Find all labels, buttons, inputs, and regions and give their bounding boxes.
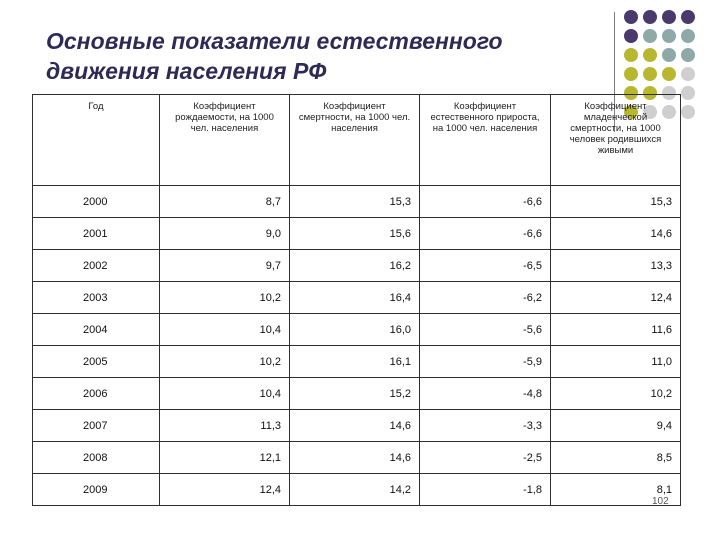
decor-dot (681, 86, 695, 100)
decor-dot (681, 67, 695, 81)
header-death-rate: Коэффициент смертности, на 1000 чел. населения (290, 95, 420, 186)
cell-natural-increase: -1,8 (420, 474, 551, 506)
decor-dot (681, 48, 695, 62)
cell-year: 2006 (33, 378, 160, 410)
cell-natural-increase: -6,6 (420, 186, 551, 218)
decor-dot (624, 10, 638, 24)
decor-dot (643, 29, 657, 43)
slide-title (46, 26, 606, 86)
title-line-2: движения населения РФ (46, 58, 327, 84)
cell-year: 2005 (33, 346, 160, 378)
cell-death-rate: 14,6 (290, 442, 420, 474)
cell-death-rate: 16,0 (290, 314, 420, 346)
header-year: Год (33, 95, 160, 186)
cell-birth-rate: 12,1 (160, 442, 290, 474)
cell-birth-rate: 10,2 (160, 282, 290, 314)
header-birth-rate: Коэффициент рождаемости, на 1000 чел. населения (160, 95, 290, 186)
cell-natural-increase: -2,5 (420, 442, 551, 474)
cell-death-rate: 16,2 (290, 250, 420, 282)
demographics-table (32, 94, 681, 506)
table-row (33, 474, 681, 506)
cell-infant-mortality: 15,3 (551, 186, 681, 218)
decor-dot (643, 48, 657, 62)
header-infant-mortality: Коэффициент младенческой смертности, на 1000 человек родившихся живыми (551, 95, 681, 186)
cell-death-rate: 15,6 (290, 218, 420, 250)
cell-birth-rate: 10,4 (160, 314, 290, 346)
table-row (33, 250, 681, 282)
cell-year: 2000 (33, 186, 160, 218)
decor-dot (662, 10, 676, 24)
decor-dot (624, 67, 638, 81)
cell-death-rate: 14,2 (290, 474, 420, 506)
cell-death-rate: 16,4 (290, 282, 420, 314)
cell-birth-rate: 10,2 (160, 346, 290, 378)
cell-infant-mortality: 11,6 (551, 314, 681, 346)
cell-birth-rate: 9,7 (160, 250, 290, 282)
decor-dot (643, 10, 657, 24)
cell-infant-mortality: 14,6 (551, 218, 681, 250)
cell-death-rate: 14,6 (290, 410, 420, 442)
cell-natural-increase: -5,6 (420, 314, 551, 346)
decor-dot (624, 48, 638, 62)
cell-natural-increase: -6,6 (420, 218, 551, 250)
slide-number: 102 (652, 496, 669, 507)
cell-natural-increase: -6,5 (420, 250, 551, 282)
title-line-1: Основные показатели естественного (46, 28, 503, 54)
table-row (33, 218, 681, 250)
cell-birth-rate: 12,4 (160, 474, 290, 506)
decor-dot (681, 29, 695, 43)
cell-year: 2002 (33, 250, 160, 282)
cell-birth-rate: 9,0 (160, 218, 290, 250)
table-body (33, 186, 681, 506)
cell-infant-mortality: 10,2 (551, 378, 681, 410)
cell-birth-rate: 10,4 (160, 378, 290, 410)
cell-infant-mortality: 8,5 (551, 442, 681, 474)
cell-death-rate: 16,1 (290, 346, 420, 378)
table-row (33, 442, 681, 474)
cell-natural-increase: -6,2 (420, 282, 551, 314)
decor-dot (662, 67, 676, 81)
table-header-row (33, 95, 681, 186)
decor-dot (662, 29, 676, 43)
cell-year: 2008 (33, 442, 160, 474)
cell-infant-mortality: 8,1 (551, 474, 681, 506)
decor-dot (662, 48, 676, 62)
table-row (33, 346, 681, 378)
cell-year: 2003 (33, 282, 160, 314)
cell-infant-mortality: 9,4 (551, 410, 681, 442)
table-row (33, 186, 681, 218)
cell-year: 2009 (33, 474, 160, 506)
table-row (33, 314, 681, 346)
table-row (33, 282, 681, 314)
decor-dot (643, 67, 657, 81)
cell-year: 2001 (33, 218, 160, 250)
table-row (33, 410, 681, 442)
cell-infant-mortality: 12,4 (551, 282, 681, 314)
cell-death-rate: 15,3 (290, 186, 420, 218)
cell-infant-mortality: 11,0 (551, 346, 681, 378)
decor-dot (681, 10, 695, 24)
cell-death-rate: 15,2 (290, 378, 420, 410)
cell-birth-rate: 8,7 (160, 186, 290, 218)
cell-year: 2007 (33, 410, 160, 442)
decor-dot (681, 105, 695, 119)
cell-infant-mortality: 13,3 (551, 250, 681, 282)
table-row (33, 378, 681, 410)
header-natural-increase: Коэффициент естественного прироста, на 1000 чел. населения (420, 95, 551, 186)
cell-natural-increase: -3,3 (420, 410, 551, 442)
cell-natural-increase: -4,8 (420, 378, 551, 410)
cell-natural-increase: -5,9 (420, 346, 551, 378)
cell-birth-rate: 11,3 (160, 410, 290, 442)
cell-year: 2004 (33, 314, 160, 346)
decor-dot (624, 29, 638, 43)
